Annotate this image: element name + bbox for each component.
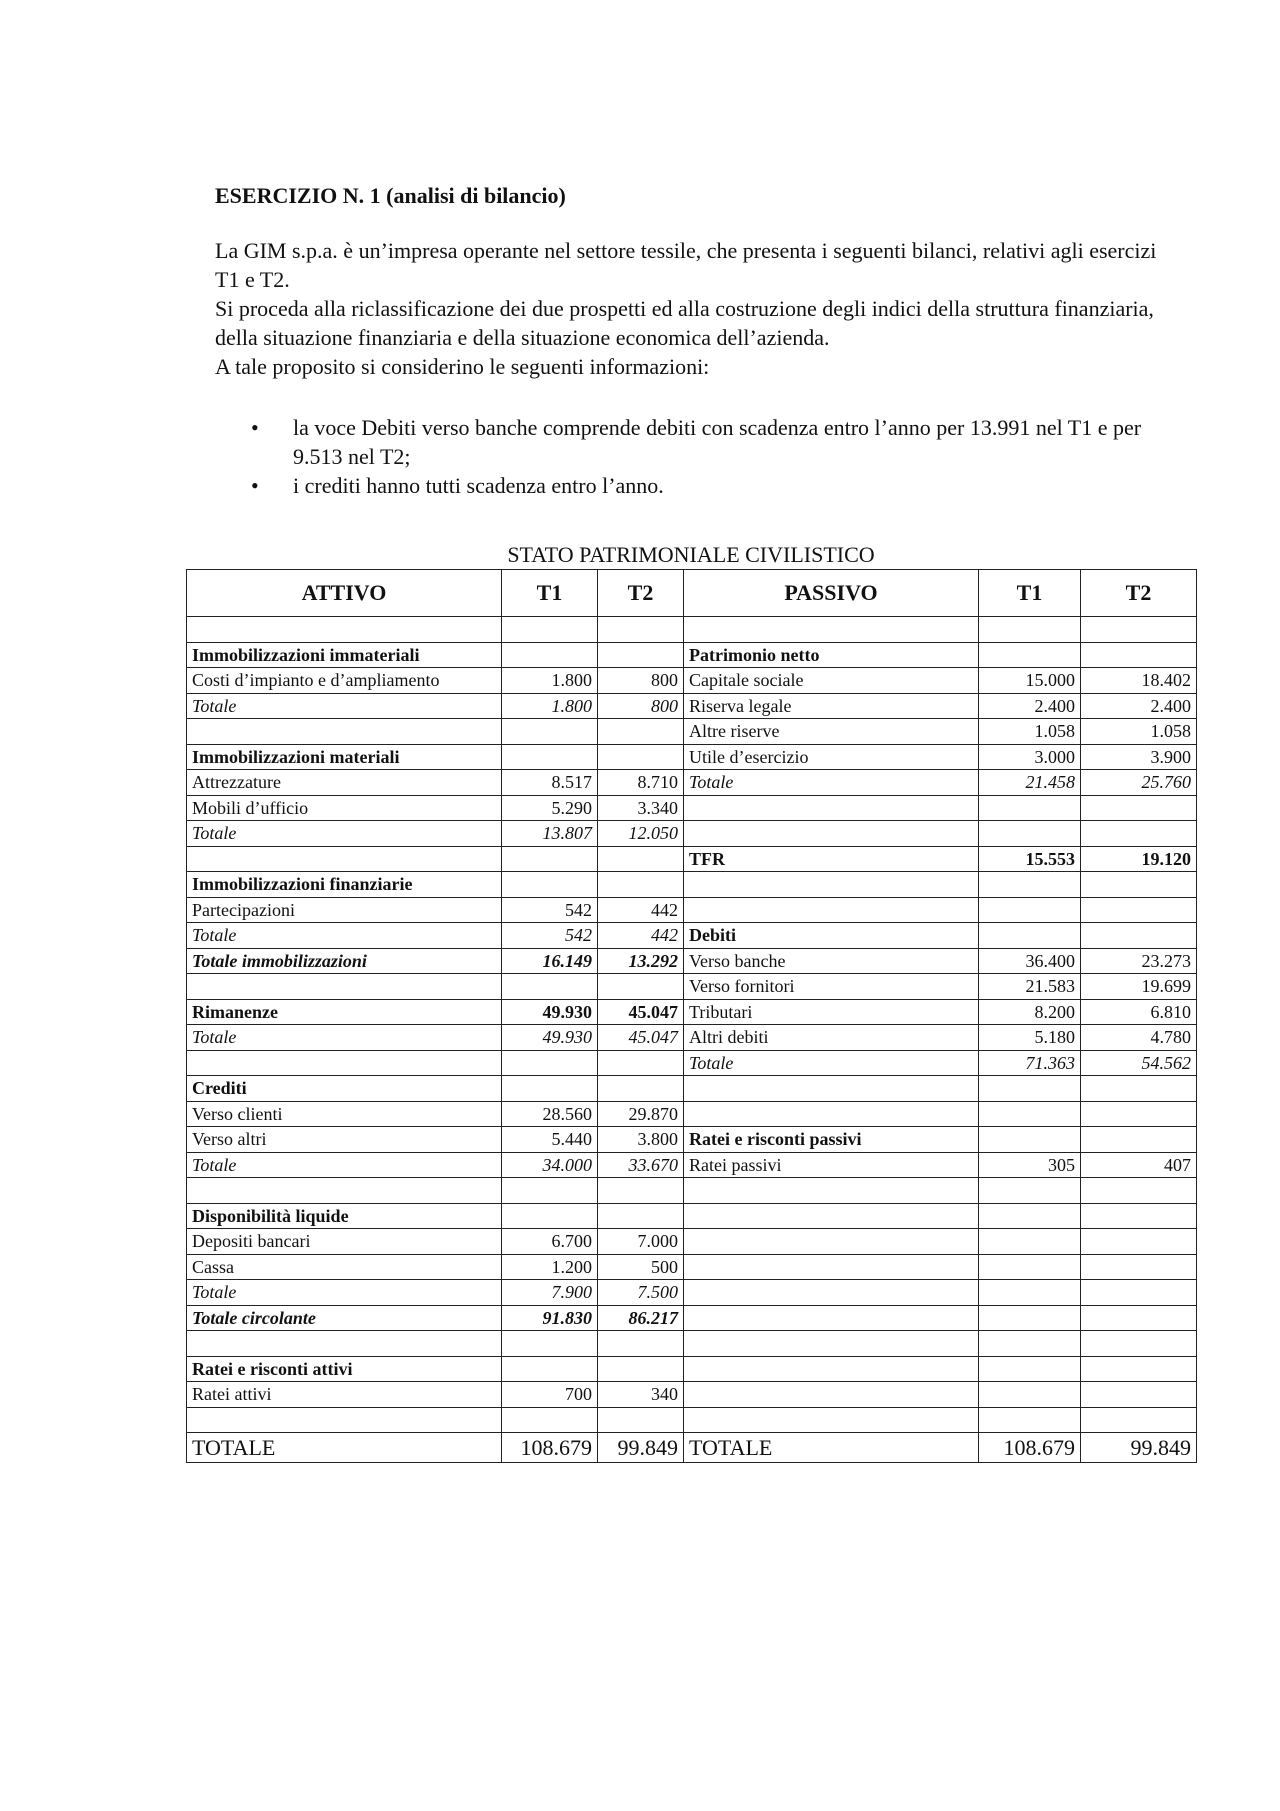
table-row <box>187 846 1197 872</box>
passivo-t1 <box>979 795 1081 821</box>
attivo-t1 <box>502 1407 598 1433</box>
passivo-t1: 21.458 <box>979 770 1081 796</box>
passivo-t2 <box>1081 1229 1197 1255</box>
attivo-t2 <box>598 846 684 872</box>
table-row <box>187 1229 1197 1255</box>
attivo-label <box>187 974 502 1000</box>
attivo-t2 <box>598 1407 684 1433</box>
passivo-t1 <box>979 1101 1081 1127</box>
attivo-label: Totale <box>187 1025 502 1051</box>
table-header-row <box>187 570 1197 617</box>
attivo-t1 <box>502 744 598 770</box>
table-row <box>187 1331 1197 1357</box>
attivo-t1: 108.679 <box>502 1433 598 1463</box>
table-total-row <box>187 1433 1197 1463</box>
passivo-label <box>684 1407 979 1433</box>
attivo-t1: 34.000 <box>502 1152 598 1178</box>
attivo-label: Immobilizzazioni materiali <box>187 744 502 770</box>
passivo-label: TOTALE <box>684 1433 979 1463</box>
attivo-label: Immobilizzazioni immateriali <box>187 642 502 668</box>
attivo-label: Verso altri <box>187 1127 502 1153</box>
attivo-t1: 542 <box>502 923 598 949</box>
attivo-t2: 442 <box>598 923 684 949</box>
passivo-label <box>684 1203 979 1229</box>
attivo-t1 <box>502 642 598 668</box>
attivo-t1: 8.517 <box>502 770 598 796</box>
attivo-t1 <box>502 1203 598 1229</box>
passivo-t1 <box>979 1407 1081 1433</box>
passivo-t1 <box>979 1382 1081 1408</box>
table-row <box>187 642 1197 668</box>
passivo-label <box>684 1076 979 1102</box>
attivo-t2 <box>598 642 684 668</box>
passivo-t1 <box>979 1280 1081 1306</box>
passivo-label: Altri debiti <box>684 1025 979 1051</box>
passivo-label <box>684 821 979 847</box>
table-row <box>187 1254 1197 1280</box>
table-row <box>187 1152 1197 1178</box>
attivo-label: Attrezzature <box>187 770 502 796</box>
attivo-label <box>187 846 502 872</box>
document-body <box>215 182 1175 500</box>
passivo-label <box>684 1356 979 1382</box>
attivo-t2: 7.500 <box>598 1280 684 1306</box>
attivo-t2: 8.710 <box>598 770 684 796</box>
passivo-t1: 2.400 <box>979 693 1081 719</box>
attivo-t1 <box>502 1356 598 1382</box>
header-attivo-t2: T2 <box>598 570 684 617</box>
passivo-t2 <box>1081 1331 1197 1357</box>
passivo-t2 <box>1081 1407 1197 1433</box>
attivo-label: Costi d’impianto e d’ampliamento <box>187 668 502 694</box>
table-caption: STATO PATRIMONIALE CIVILISTICO <box>507 542 875 567</box>
attivo-label: Depositi bancari <box>187 1229 502 1255</box>
attivo-label <box>187 719 502 745</box>
attivo-t1: 7.900 <box>502 1280 598 1306</box>
passivo-t2: 3.900 <box>1081 744 1197 770</box>
table-row <box>187 999 1197 1025</box>
passivo-label: Altre riserve <box>684 719 979 745</box>
attivo-label <box>187 1331 502 1357</box>
attivo-label <box>187 1050 502 1076</box>
table-row <box>187 1407 1197 1433</box>
attivo-label: Totale <box>187 693 502 719</box>
attivo-t1 <box>502 1331 598 1357</box>
header-passivo-t1: T1 <box>979 570 1081 617</box>
attivo-t1: 1.200 <box>502 1254 598 1280</box>
passivo-t1 <box>979 1356 1081 1382</box>
attivo-label: Mobili d’ufficio <box>187 795 502 821</box>
attivo-t2: 3.800 <box>598 1127 684 1153</box>
passivo-label <box>684 1382 979 1408</box>
passivo-label: Ratei e risconti passivi <box>684 1127 979 1153</box>
attivo-t2: 12.050 <box>598 821 684 847</box>
attivo-label: Cassa <box>187 1254 502 1280</box>
attivo-t2: 13.292 <box>598 948 684 974</box>
passivo-t2 <box>1081 1382 1197 1408</box>
attivo-t1: 91.830 <box>502 1305 598 1331</box>
passivo-label <box>684 795 979 821</box>
attivo-label: Totale <box>187 923 502 949</box>
passivo-t2 <box>1081 1280 1197 1306</box>
table-row <box>187 897 1197 923</box>
passivo-t2 <box>1081 617 1197 643</box>
passivo-label: Utile d’esercizio <box>684 744 979 770</box>
passivo-label: Capitale sociale <box>684 668 979 694</box>
passivo-t1: 8.200 <box>979 999 1081 1025</box>
table-row <box>187 668 1197 694</box>
intro-paragraph-3: A tale proposito si considerino le seguenti informazioni: <box>215 354 710 379</box>
attivo-t2 <box>598 1178 684 1204</box>
attivo-t1: 49.930 <box>502 1025 598 1051</box>
attivo-label: Totale circolante <box>187 1305 502 1331</box>
header-passivo: PASSIVO <box>684 570 979 617</box>
attivo-t1: 5.440 <box>502 1127 598 1153</box>
bullet-text: i crediti hanno tutti scadenza entro l’anno. <box>293 473 664 498</box>
passivo-label <box>684 872 979 898</box>
bullet-dot-icon: • <box>251 415 259 440</box>
passivo-t1 <box>979 1178 1081 1204</box>
passivo-label: Tributari <box>684 999 979 1025</box>
passivo-t2: 18.402 <box>1081 668 1197 694</box>
bullet-item <box>215 413 1175 471</box>
passivo-t2 <box>1081 1101 1197 1127</box>
table-row <box>187 744 1197 770</box>
passivo-t2: 2.400 <box>1081 693 1197 719</box>
table-row <box>187 795 1197 821</box>
table-row <box>187 693 1197 719</box>
table-row <box>187 1076 1197 1102</box>
passivo-label: Totale <box>684 1050 979 1076</box>
attivo-t2: 7.000 <box>598 1229 684 1255</box>
attivo-t2: 33.670 <box>598 1152 684 1178</box>
passivo-t2: 19.120 <box>1081 846 1197 872</box>
passivo-label <box>684 617 979 643</box>
passivo-t2 <box>1081 897 1197 923</box>
balance-sheet-table <box>186 569 1197 1463</box>
attivo-t1: 13.807 <box>502 821 598 847</box>
table-row <box>187 974 1197 1000</box>
passivo-label <box>684 1280 979 1306</box>
attivo-t2: 99.849 <box>598 1433 684 1463</box>
table-row <box>187 617 1197 643</box>
attivo-t2 <box>598 1203 684 1229</box>
info-bullet-list <box>215 413 1175 500</box>
passivo-t1: 15.553 <box>979 846 1081 872</box>
table-row <box>187 1178 1197 1204</box>
passivo-label <box>684 897 979 923</box>
attivo-t1 <box>502 617 598 643</box>
attivo-label: Disponibilità liquide <box>187 1203 502 1229</box>
table-row <box>187 1025 1197 1051</box>
passivo-t1: 71.363 <box>979 1050 1081 1076</box>
passivo-t2 <box>1081 795 1197 821</box>
passivo-t2 <box>1081 1356 1197 1382</box>
passivo-t2 <box>1081 1203 1197 1229</box>
attivo-t2: 29.870 <box>598 1101 684 1127</box>
header-attivo: ATTIVO <box>187 570 502 617</box>
table-row <box>187 948 1197 974</box>
attivo-label: Partecipazioni <box>187 897 502 923</box>
passivo-t1 <box>979 1203 1081 1229</box>
bullet-dot-icon: • <box>251 473 259 498</box>
passivo-t1 <box>979 1229 1081 1255</box>
passivo-t2: 54.562 <box>1081 1050 1197 1076</box>
passivo-t1 <box>979 1127 1081 1153</box>
attivo-t1: 28.560 <box>502 1101 598 1127</box>
attivo-t2 <box>598 1331 684 1357</box>
passivo-t2 <box>1081 923 1197 949</box>
attivo-label: Ratei attivi <box>187 1382 502 1408</box>
attivo-t1 <box>502 1178 598 1204</box>
passivo-t2 <box>1081 821 1197 847</box>
passivo-label: Patrimonio netto <box>684 642 979 668</box>
table-row <box>187 719 1197 745</box>
table-row <box>187 770 1197 796</box>
passivo-t1: 5.180 <box>979 1025 1081 1051</box>
header-attivo-t1: T1 <box>502 570 598 617</box>
passivo-t2: 1.058 <box>1081 719 1197 745</box>
attivo-label: Rimanenze <box>187 999 502 1025</box>
passivo-t2: 25.760 <box>1081 770 1197 796</box>
passivo-label: TFR <box>684 846 979 872</box>
attivo-label <box>187 1407 502 1433</box>
attivo-t1: 6.700 <box>502 1229 598 1255</box>
passivo-t1: 15.000 <box>979 668 1081 694</box>
attivo-t1: 49.930 <box>502 999 598 1025</box>
attivo-t1: 1.800 <box>502 668 598 694</box>
passivo-t2 <box>1081 642 1197 668</box>
passivo-t2: 23.273 <box>1081 948 1197 974</box>
attivo-label: TOTALE <box>187 1433 502 1463</box>
attivo-label: Verso clienti <box>187 1101 502 1127</box>
attivo-t2 <box>598 974 684 1000</box>
attivo-t1: 542 <box>502 897 598 923</box>
passivo-label <box>684 1229 979 1255</box>
attivo-t1 <box>502 1050 598 1076</box>
attivo-t2 <box>598 744 684 770</box>
intro-paragraph-2: Si proceda alla riclassificazione dei due prospetti ed alla costruzione degli indici della struttura finanziaria, della situazione finanziaria e della situazione economica dell’azienda. <box>215 296 1154 350</box>
attivo-t1: 1.800 <box>502 693 598 719</box>
attivo-t2: 86.217 <box>598 1305 684 1331</box>
attivo-label: Immobilizzazioni finanziarie <box>187 872 502 898</box>
passivo-t2: 4.780 <box>1081 1025 1197 1051</box>
passivo-t1: 3.000 <box>979 744 1081 770</box>
table-row <box>187 1127 1197 1153</box>
attivo-t1 <box>502 719 598 745</box>
intro-paragraph-1: La GIM s.p.a. è un’impresa operante nel settore tessile, che presenta i seguenti bilanci, relativi agli esercizi T1 e T2. <box>215 238 1157 292</box>
passivo-label <box>684 1254 979 1280</box>
table-row <box>187 1356 1197 1382</box>
passivo-label <box>684 1178 979 1204</box>
attivo-label: Totale <box>187 1152 502 1178</box>
passivo-t1 <box>979 642 1081 668</box>
passivo-t2 <box>1081 1076 1197 1102</box>
passivo-t1: 21.583 <box>979 974 1081 1000</box>
passivo-t1: 108.679 <box>979 1433 1081 1463</box>
attivo-t2 <box>598 1076 684 1102</box>
passivo-t2 <box>1081 1178 1197 1204</box>
passivo-t1 <box>979 872 1081 898</box>
passivo-t1 <box>979 821 1081 847</box>
attivo-label: Totale immobilizzazioni <box>187 948 502 974</box>
passivo-t2 <box>1081 1127 1197 1153</box>
passivo-t2 <box>1081 1254 1197 1280</box>
table-row <box>187 1101 1197 1127</box>
attivo-label <box>187 617 502 643</box>
table-row <box>187 1203 1197 1229</box>
table-row <box>187 821 1197 847</box>
passivo-label <box>684 1101 979 1127</box>
passivo-label: Verso fornitori <box>684 974 979 1000</box>
passivo-t1 <box>979 1331 1081 1357</box>
attivo-t2: 800 <box>598 668 684 694</box>
attivo-t2: 500 <box>598 1254 684 1280</box>
table-row <box>187 1050 1197 1076</box>
attivo-t2: 800 <box>598 693 684 719</box>
passivo-t1: 305 <box>979 1152 1081 1178</box>
passivo-t2 <box>1081 1305 1197 1331</box>
table-row <box>187 923 1197 949</box>
passivo-t1 <box>979 1076 1081 1102</box>
passivo-t1: 36.400 <box>979 948 1081 974</box>
passivo-t1: 1.058 <box>979 719 1081 745</box>
attivo-t1: 5.290 <box>502 795 598 821</box>
passivo-label: Totale <box>684 770 979 796</box>
attivo-t2: 442 <box>598 897 684 923</box>
attivo-label: Totale <box>187 821 502 847</box>
passivo-label <box>684 1331 979 1357</box>
bullet-text: la voce Debiti verso banche comprende debiti con scadenza entro l’anno per 13.991 nel T1 e per 9.513 nel T2; <box>293 415 1142 469</box>
passivo-t1 <box>979 923 1081 949</box>
table-row <box>187 1280 1197 1306</box>
attivo-t2 <box>598 719 684 745</box>
attivo-label: Totale <box>187 1280 502 1306</box>
attivo-t1 <box>502 846 598 872</box>
attivo-t2: 45.047 <box>598 1025 684 1051</box>
table-row <box>187 1382 1197 1408</box>
attivo-t1: 700 <box>502 1382 598 1408</box>
table-row <box>187 1305 1197 1331</box>
passivo-t1 <box>979 1305 1081 1331</box>
passivo-label <box>684 1305 979 1331</box>
attivo-label <box>187 1178 502 1204</box>
attivo-t1: 16.149 <box>502 948 598 974</box>
header-passivo-t2: T2 <box>1081 570 1197 617</box>
attivo-t2: 3.340 <box>598 795 684 821</box>
attivo-t2 <box>598 617 684 643</box>
attivo-t2 <box>598 1356 684 1382</box>
attivo-t1 <box>502 1076 598 1102</box>
attivo-label: Crediti <box>187 1076 502 1102</box>
attivo-t2 <box>598 872 684 898</box>
passivo-t2: 407 <box>1081 1152 1197 1178</box>
passivo-t2: 6.810 <box>1081 999 1197 1025</box>
passivo-t1 <box>979 617 1081 643</box>
attivo-label: Ratei e risconti attivi <box>187 1356 502 1382</box>
table-row <box>187 872 1197 898</box>
passivo-label: Ratei passivi <box>684 1152 979 1178</box>
attivo-t2: 45.047 <box>598 999 684 1025</box>
attivo-t2 <box>598 1050 684 1076</box>
passivo-t2 <box>1081 872 1197 898</box>
attivo-t1 <box>502 974 598 1000</box>
passivo-t2: 99.849 <box>1081 1433 1197 1463</box>
passivo-t2: 19.699 <box>1081 974 1197 1000</box>
passivo-label: Verso banche <box>684 948 979 974</box>
passivo-label: Debiti <box>684 923 979 949</box>
attivo-t2: 340 <box>598 1382 684 1408</box>
passivo-t1 <box>979 1254 1081 1280</box>
exercise-heading: ESERCIZIO N. 1 (analisi di bilancio) <box>215 183 566 208</box>
attivo-t1 <box>502 872 598 898</box>
bullet-item <box>215 471 1175 500</box>
passivo-t1 <box>979 897 1081 923</box>
passivo-label: Riserva legale <box>684 693 979 719</box>
